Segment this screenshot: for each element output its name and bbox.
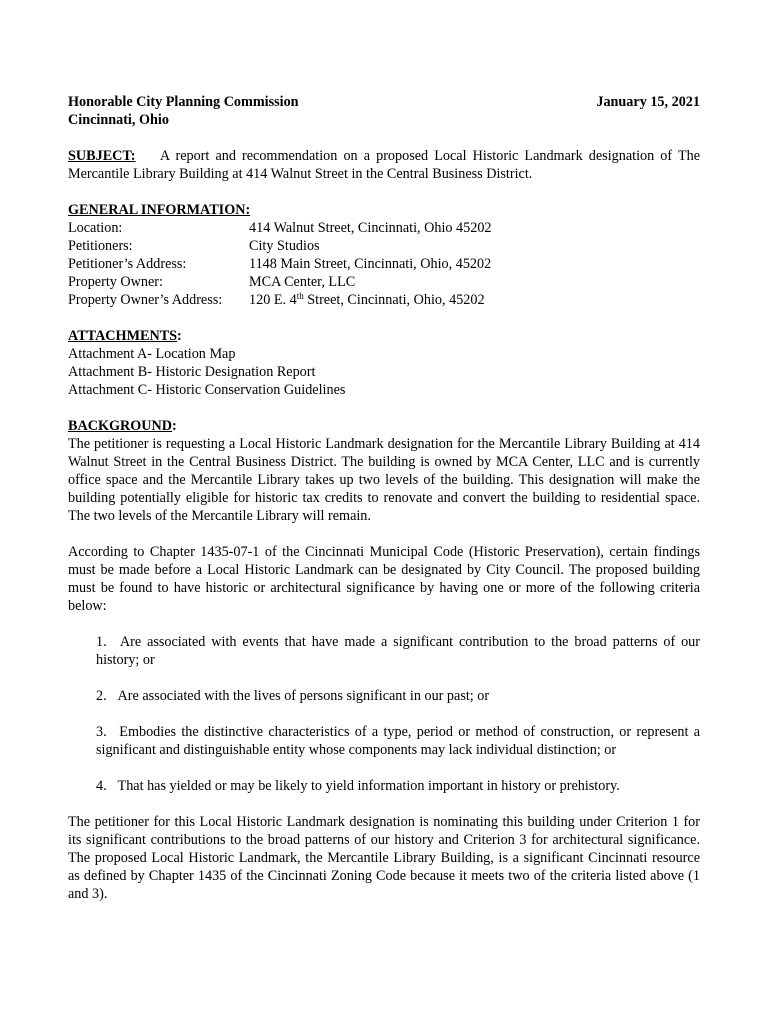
criterion-item: 3. Embodies the distinctive characteristics of a type, period or method of construction, or represent a significant and distinguishable entity whose components may lack individual distinction; or bbox=[96, 724, 700, 758]
info-row bbox=[68, 273, 700, 291]
document-page bbox=[68, 93, 700, 903]
background-paragraph-2: According to Chapter 1435-07-1 of the Cincinnati Municipal Code (Historic Preservation), certain findings must be made before a Local Historic Landmark can be designated by City Council. The proposed building must be found to have historic or architectural significance by having one or more of the following criteria below: bbox=[68, 544, 700, 614]
info-label: Property Owner: bbox=[68, 274, 163, 290]
letter-date: January 15, 2021 bbox=[596, 94, 700, 110]
letter-header bbox=[68, 93, 700, 111]
subject-text: A report and recommendation on a proposed Local Historic Landmark designation of The Mercantile Library Building at 414 Walnut Street in the Central Business District. bbox=[68, 148, 700, 182]
info-row bbox=[68, 255, 700, 273]
subject-label: SUBJECT: bbox=[68, 148, 136, 164]
attachment-item: Attachment A- Location Map bbox=[68, 346, 236, 362]
info-label: Petitioner’s Address: bbox=[68, 256, 187, 272]
background-heading: BACKGROUND: bbox=[68, 418, 177, 434]
criterion-item: 2. Are associated with the lives of persons significant in our past; or bbox=[96, 688, 490, 704]
criterion-item: 1. Are associated with events that have made a significant contribution to the broad patterns of our history; or bbox=[96, 634, 701, 668]
criterion-item: 4. That has yielded or may be likely to yield information important in history or prehistory. bbox=[96, 778, 620, 794]
addressee-line-1: Honorable City Planning Commission bbox=[68, 94, 299, 110]
general-information-table bbox=[68, 219, 700, 309]
info-row bbox=[68, 219, 700, 237]
subject-paragraph bbox=[68, 147, 700, 183]
info-label: Petitioners: bbox=[68, 238, 133, 254]
info-label: Property Owner’s Address: bbox=[68, 292, 223, 308]
info-value: MCA Center, LLC bbox=[249, 274, 356, 290]
background-paragraph-3: The petitioner for this Local Historic Landmark designation is nominating this building under Criterion 1 for its significant contributions to the broad patterns of our history and Criterion 3 for architectural significance. The proposed Local Historic Landmark, the Mercantile Library Building, is a significant Cincinnati resource as defined by Chapter 1435 of the Cincinnati Zoning Code because it meets two of the criteria listed above (1 and 3). bbox=[68, 814, 700, 902]
attachment-item: Attachment B- Historic Designation Report bbox=[68, 364, 316, 380]
attachments-heading: ATTACHMENTS: bbox=[68, 328, 182, 344]
info-row bbox=[68, 237, 700, 255]
info-row bbox=[68, 291, 700, 309]
info-value: 1148 Main Street, Cincinnati, Ohio, 45202 bbox=[249, 256, 492, 272]
info-value: City Studios bbox=[249, 238, 320, 254]
info-label: Location: bbox=[68, 220, 123, 236]
general-information-heading: GENERAL INFORMATION: bbox=[68, 202, 251, 218]
attachment-item: Attachment C- Historic Conservation Guidelines bbox=[68, 382, 346, 398]
info-value: 120 E. 4th Street, Cincinnati, Ohio, 45202 bbox=[249, 291, 485, 308]
background-paragraph-1: The petitioner is requesting a Local Historic Landmark designation for the Mercantile Library Building at 414 Walnut Street in the Central Business District. The building is owned by MCA Center, LLC and is currently office space and the Mercantile Library takes up two levels of the building. This designation will make the building potentially eligible for historic tax credits to renovate and convert the building to residential space. The two levels of the Mercantile Library will remain. bbox=[68, 436, 700, 524]
info-value: 414 Walnut Street, Cincinnati, Ohio 45202 bbox=[249, 220, 492, 236]
addressee-line-2: Cincinnati, Ohio bbox=[68, 112, 169, 128]
